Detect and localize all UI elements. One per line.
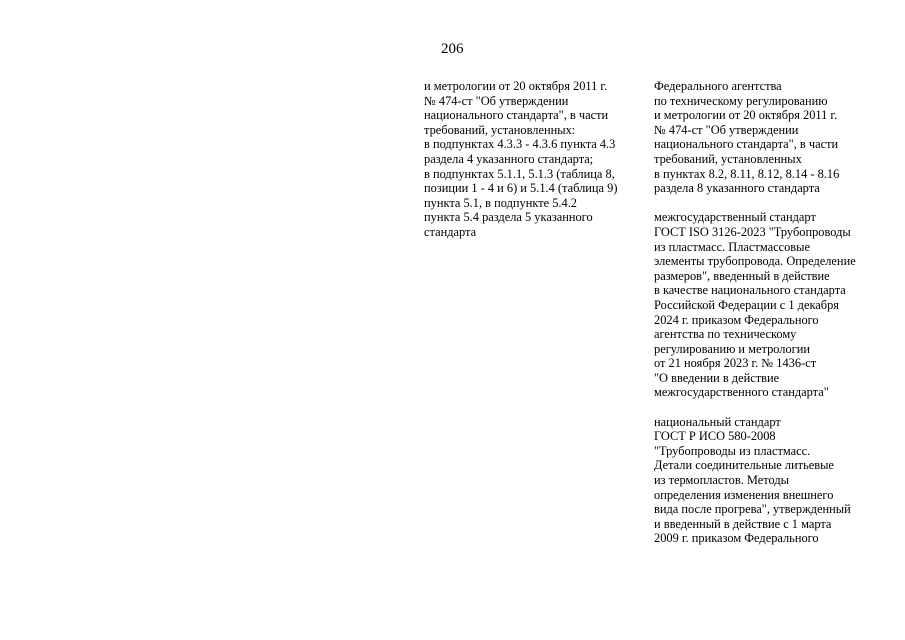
text-line: из пластмасс. Пластмассовые — [654, 239, 810, 254]
text-line: раздела 4 указанного стандарта; — [424, 151, 594, 166]
text-line: и введенный в действие с 1 марта — [654, 516, 832, 531]
text-line: пункта 5.4 раздела 5 указанного — [424, 210, 593, 225]
right-paragraph-2 — [654, 210, 856, 400]
text-line: из термопластов. Методы — [654, 473, 789, 488]
left-column — [424, 79, 617, 240]
text-line: раздела 8 указанного стандарта — [654, 181, 820, 196]
text-line: в пунктах 8.2, 8.11, 8.12, 8.14 - 8.16 — [654, 166, 840, 181]
text-line: вида после прогрева", утвержденный — [654, 502, 851, 517]
text-line: в подпунктах 4.3.3 - 4.3.6 пункта 4.3 — [424, 137, 616, 152]
text-line: пункта 5.1, в подпункте 5.4.2 — [424, 195, 577, 210]
text-line: "Трубопроводы из пластмасс. — [654, 443, 811, 458]
text-line: национального стандарта", в части — [424, 108, 609, 123]
text-line: элементы трубопровода. Определение — [654, 254, 856, 269]
text-line: межгосударственный стандарт — [654, 210, 816, 225]
text-line: № 474-ст "Об утверждении — [424, 93, 569, 108]
right-paragraph-3 — [654, 415, 856, 546]
text-line: "О введении в действие — [654, 370, 780, 385]
text-line: Российской Федерации с 1 декабря — [654, 297, 839, 312]
text-line: № 474-ст "Об утверждении — [654, 122, 799, 137]
page-number: 206 — [441, 41, 464, 57]
text-line: ГОСТ Р ИСО 580-2008 — [654, 429, 776, 444]
text-line: национального стандарта", в части — [654, 137, 839, 152]
left-paragraph — [424, 79, 617, 240]
text-line: ГОСТ ISO 3126-2023 "Трубопроводы — [654, 224, 851, 239]
text-line: требований, установленных: — [424, 122, 576, 137]
text-line: размеров", введенный в действие — [654, 268, 830, 283]
text-line: позиции 1 - 4 и 6) и 5.1.4 (таблица 9) — [424, 181, 618, 196]
right-column — [654, 79, 856, 546]
right-paragraph-1 — [654, 79, 856, 196]
text-line: национальный стандарт — [654, 414, 781, 429]
text-line: регулированию и метрологии — [654, 341, 811, 356]
text-line: требований, установленных — [654, 151, 802, 166]
text-line: 2024 г. приказом Федерального — [654, 312, 819, 327]
text-line: стандарта — [424, 224, 477, 239]
text-line: в качестве национального стандарта — [654, 283, 846, 298]
text-line: и метрологии от 20 октября 2011 г. — [424, 79, 608, 93]
text-line: межгосударственного стандарта" — [654, 385, 829, 400]
text-line: 2009 г. приказом Федерального — [654, 531, 819, 546]
text-line: определения изменения внешнего — [654, 487, 834, 502]
text-line: в подпунктах 5.1.1, 5.1.3 (таблица 8, — [424, 166, 615, 181]
text-line: от 21 ноября 2023 г. № 1436-ст — [654, 356, 817, 371]
text-line: агентства по техническому — [654, 327, 797, 342]
text-line: Детали соединительные литьевые — [654, 458, 834, 473]
text-line: по техническому регулированию — [654, 93, 828, 108]
text-line: Федерального агентства — [654, 79, 782, 93]
text-line: и метрологии от 20 октября 2011 г. — [654, 108, 838, 123]
